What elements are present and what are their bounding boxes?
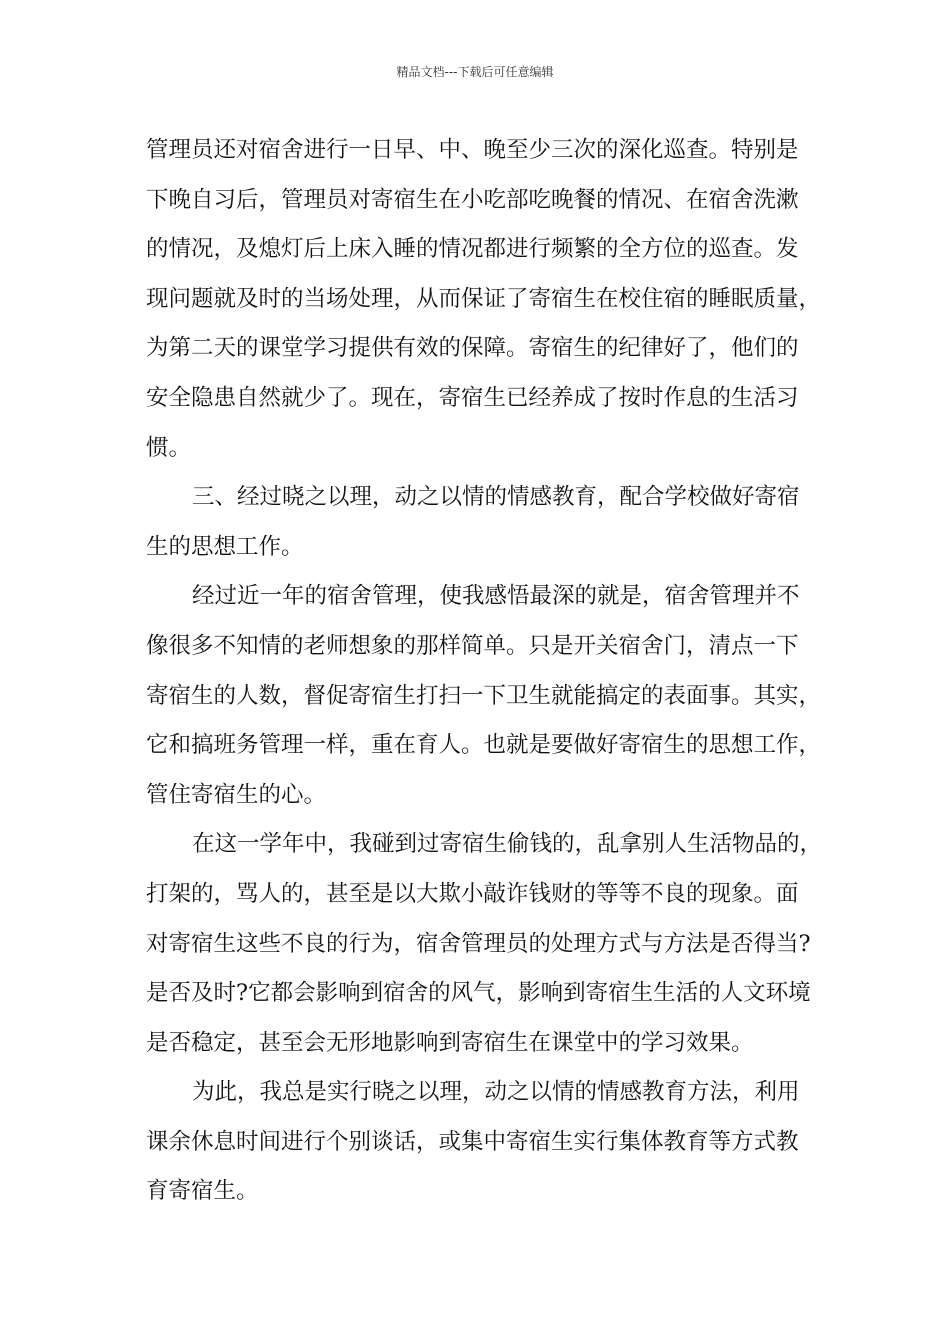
text-line: 生的思想工作。 xyxy=(146,533,304,560)
text-line: 对寄宿生这些不良的行为，宿舍管理员的处理方式与方法是否得当? xyxy=(146,930,811,957)
text-line: 惯。 xyxy=(146,434,192,461)
page-header: 精品文档---下载后可任意编辑 xyxy=(396,65,554,79)
paragraph xyxy=(146,572,826,820)
text-line: 打架的，骂人的，甚至是以大欺小敲诈钱财的等等不良的现象。面 xyxy=(146,880,799,907)
text-line: 育寄宿生。 xyxy=(146,1178,259,1205)
text-line: 下晚自习后，管理员对寄宿生在小吃部吃晚餐的情况、在宿舍洗漱 xyxy=(146,186,799,213)
text-line: 管理员还对宿舍进行一日早、中、晚至少三次的深化巡查。特别是 xyxy=(146,137,799,163)
text-line: 为第二天的课堂学习提供有效的保障。寄宿生的纪律好了，他们的 xyxy=(146,335,799,362)
paragraph xyxy=(146,473,826,572)
text-line: 是否稳定，甚至会无形地影响到寄宿生在课堂中的学习效果。 xyxy=(146,1029,754,1056)
text-line: 的情况，及熄灯后上床入睡的情况都进行频繁的全方位的巡查。发 xyxy=(146,236,799,263)
text-line: 经过近一年的宿舍管理，使我感悟最深的就是，宿舍管理并不 xyxy=(192,583,800,610)
paragraph xyxy=(146,126,826,473)
text-line: 安全隐患自然就少了。现在，寄宿生已经养成了按时作息的生活习 xyxy=(146,384,799,411)
text-line: 现问题就及时的当场处理，从而保证了寄宿生在校住宿的睡眠质量， xyxy=(146,285,822,312)
text-line: 课余休息时间进行个别谈话，或集中寄宿生实行集体教育等方式教 xyxy=(146,1128,799,1155)
text-line: 像很多不知情的老师想象的那样简单。只是开关宿舍门，清点一下 xyxy=(146,632,799,659)
paragraph xyxy=(146,820,826,1068)
text-line: 寄宿生的人数，督促寄宿生打扫一下卫生就能搞定的表面事。其实， xyxy=(146,682,822,709)
text-line: 三、经过晓之以理，动之以情的情感教育，配合学校做好寄宿 xyxy=(192,484,800,511)
text-line: 为此，我总是实行晓之以理，动之以情的情感教育方法，利用 xyxy=(192,1079,800,1106)
text-line: 它和搞班务管理一样，重在育人。也就是要做好寄宿生的思想工作， xyxy=(146,732,822,759)
document-body xyxy=(146,126,826,1217)
text-line: 是否及时?它都会影响到宿舍的风气，影响到寄宿生生活的人文环境 xyxy=(146,980,811,1007)
text-line: 管住寄宿生的心。 xyxy=(146,781,327,808)
text-line: 在这一学年中，我碰到过寄宿生偷钱的，乱拿别人生活物品的， xyxy=(192,831,823,858)
paragraph xyxy=(146,1068,826,1217)
